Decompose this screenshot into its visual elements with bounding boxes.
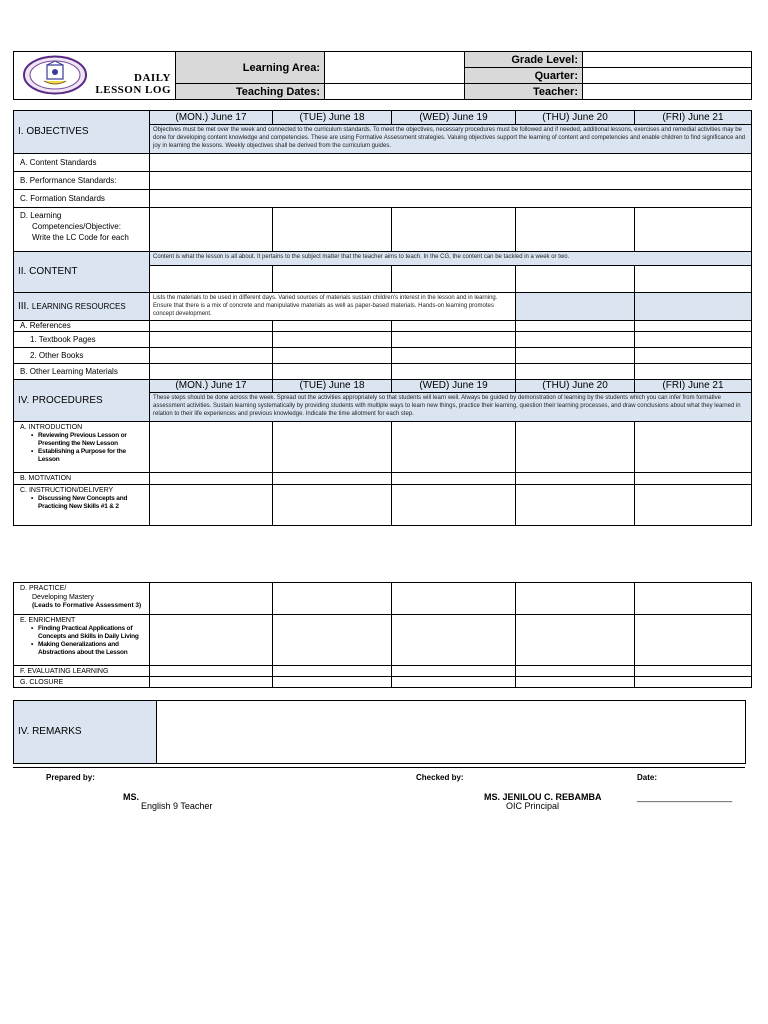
other-books-mon[interactable] (150, 348, 273, 364)
other-materials-mon[interactable] (150, 364, 273, 380)
teaching-dates-label: Teaching Dates: (176, 84, 325, 100)
closure-mon[interactable] (150, 677, 273, 688)
instruction-label: C. INSTRUCTION/DELIVERY (20, 487, 114, 494)
remarks-heading: IV. REMARKS (14, 701, 157, 764)
lesson-table-continued (13, 582, 752, 688)
motivation-thu[interactable] (516, 473, 635, 485)
learning-area-label: Learning Area: (176, 52, 325, 84)
header-logo-cell (14, 52, 176, 100)
practice-label-line1: D. PRACTICE/ (20, 585, 67, 592)
day-header-thu: (THU) June 20 (516, 111, 635, 125)
form-title-line1: DAILY (134, 72, 171, 84)
performance-standards-field[interactable] (150, 172, 752, 190)
day-header-fri-2: (FRI) June 21 (635, 380, 752, 393)
enrichment-fri[interactable] (635, 615, 752, 666)
introduction-tue[interactable] (273, 422, 392, 473)
references-fri[interactable] (635, 321, 752, 332)
other-materials-wed[interactable] (392, 364, 516, 380)
practice-wed[interactable] (392, 583, 516, 615)
other-books-label: 2. Other Books (14, 348, 150, 364)
textbook-fri[interactable] (635, 332, 752, 348)
references-tue[interactable] (273, 321, 392, 332)
introduction-thu[interactable] (516, 422, 635, 473)
enrichment-cell (14, 615, 150, 666)
learning-area-value[interactable] (325, 52, 465, 84)
evaluating-thu[interactable] (516, 666, 635, 677)
enrichment-bullet-2: • Making Generalizations and Abstractions about the Lesson (20, 641, 149, 657)
instruction-fri[interactable] (635, 485, 752, 526)
other-books-fri[interactable] (635, 348, 752, 364)
quarter-value[interactable] (583, 68, 752, 84)
day-header-tue: (TUE) June 18 (273, 111, 392, 125)
school-seal-icon (22, 55, 88, 95)
content-note: Content is what the lesson is all about. It pertains to the subject matter that the teacher aims to teach. In the CG, the content can be tackled in a week or two. (150, 252, 752, 266)
other-materials-label: B. Other Learning Materials (14, 364, 150, 380)
date-line[interactable]: ___________________ (637, 792, 733, 802)
competencies-wed[interactable] (392, 208, 516, 252)
motivation-label: B. MOTIVATION (14, 473, 150, 485)
lesson-table (13, 110, 752, 526)
day-header-wed-2: (WED) June 19 (392, 380, 516, 393)
closure-label: G. CLOSURE (14, 677, 150, 688)
learning-resources-num: III. (18, 300, 30, 312)
competencies-label-line3: Write the LC Code for each (32, 233, 129, 242)
instruction-mon[interactable] (150, 485, 273, 526)
other-books-thu[interactable] (516, 348, 635, 364)
competencies-mon[interactable] (150, 208, 273, 252)
closure-tue[interactable] (273, 677, 392, 688)
practice-cell (14, 583, 150, 615)
introduction-label: A. INTRODUCTION (20, 424, 83, 431)
introduction-cell (14, 422, 150, 473)
motivation-fri[interactable] (635, 473, 752, 485)
content-wed[interactable] (392, 266, 516, 293)
other-materials-fri[interactable] (635, 364, 752, 380)
grade-level-value[interactable] (583, 52, 752, 68)
procedures-heading: IV. PROCEDURES (14, 380, 150, 422)
objectives-heading: I. OBJECTIVES (14, 111, 150, 154)
introduction-fri[interactable] (635, 422, 752, 473)
performance-standards-label: B. Performance Standards: (14, 172, 150, 190)
evaluating-wed[interactable] (392, 666, 516, 677)
practice-label-line3: (Leads to Formative Assessment 3) (32, 602, 142, 609)
prepared-by-label: Prepared by: (46, 773, 95, 782)
day-header-wed: (WED) June 19 (392, 111, 516, 125)
practice-label-line2: Developing Mastery (32, 594, 94, 601)
grade-level-label: Grade Level: (465, 52, 583, 68)
teacher-value[interactable] (583, 84, 752, 100)
learning-resources-note: Lists the materials to be used in different days. Varied sources of materials sustain children's interest in the lesson and in learning. Ensure that there is a mix of concrete and manipulative materials as well as paper-based materials. Hands-on learning promotes concept development. (150, 293, 516, 321)
evaluating-label: F. EVALUATING LEARNING (14, 666, 150, 677)
other-materials-tue[interactable] (273, 364, 392, 380)
remarks-divider (13, 767, 745, 768)
references-mon[interactable] (150, 321, 273, 332)
competencies-fri[interactable] (635, 208, 752, 252)
textbook-wed[interactable] (392, 332, 516, 348)
form-title (95, 72, 171, 96)
motivation-wed[interactable] (392, 473, 516, 485)
other-materials-thu[interactable] (516, 364, 635, 380)
header-table (13, 51, 752, 100)
content-thu[interactable] (516, 266, 635, 293)
evaluating-mon[interactable] (150, 666, 273, 677)
teaching-dates-value[interactable] (325, 84, 465, 100)
date-label: Date: (637, 773, 658, 782)
competencies-label (14, 208, 150, 252)
references-thu[interactable] (516, 321, 635, 332)
closure-wed[interactable] (392, 677, 516, 688)
content-fri[interactable] (635, 266, 752, 293)
instruction-thu[interactable] (516, 485, 635, 526)
procedures-note: These steps should be done across the week. Spread out the activities appropriately so that students will learn well. Always be guided by demonstration of learning by the students which you can infer from formative assessment activities. Sustain learning systematically by providing students with multiple ways to learn new things, practice their learning, question their learning processes, and draw conclusions about what they learned in relation to their life experiences and previous knowledge. Indicate the time allotment for each step. (150, 393, 752, 422)
instruction-bullet-1: • Discussing New Concepts and Practicing New Skills #1 & 2 (20, 495, 149, 511)
textbook-mon[interactable] (150, 332, 273, 348)
motivation-mon[interactable] (150, 473, 273, 485)
enrichment-tue[interactable] (273, 615, 392, 666)
learning-resources-thu[interactable] (516, 293, 635, 321)
other-books-tue[interactable] (273, 348, 392, 364)
content-standards-label: A. Content Standards (14, 154, 150, 172)
remarks-table (13, 700, 746, 764)
instruction-tue[interactable] (273, 485, 392, 526)
day-header-thu-2: (THU) June 20 (516, 380, 635, 393)
day-header-tue-2: (TUE) June 18 (273, 380, 392, 393)
enrichment-label: E. ENRICHMENT (20, 617, 76, 624)
checked-by-label: Checked by: (416, 773, 464, 782)
teacher-name: MS. (123, 792, 140, 802)
competencies-label-line1: D. Learning (20, 211, 62, 220)
textbook-tue[interactable] (273, 332, 392, 348)
teacher-role: English 9 Teacher (141, 801, 213, 811)
textbook-thu[interactable] (516, 332, 635, 348)
teacher-label: Teacher: (465, 84, 583, 100)
instruction-wed[interactable] (392, 485, 516, 526)
remarks-field[interactable] (157, 701, 746, 764)
intro-bullet-2: • Establishing a Purpose for the Lesson (20, 448, 149, 464)
day-header-mon: (MON.) June 17 (150, 111, 273, 125)
competencies-tue[interactable] (273, 208, 392, 252)
content-mon[interactable] (150, 266, 273, 293)
intro-bullet-1: • Reviewing Previous Lesson or Presenting the New Lesson (20, 432, 149, 448)
evaluating-fri[interactable] (635, 666, 752, 677)
learning-resources-title: LEARNING RESOURCES (31, 301, 126, 311)
objectives-note: Objectives must be met over the week and connected to the curriculum standards. To meet the objectives, necessary procedures must be followed and if needed, additional lessons, exercises and remedial activities may be done for developing content knowledge and competencies. These are using Formative Assessment strategies. Valuing objectives support the learning of content and competencies and enable children to find significance and joy in learning the lessons. Weekly objectives shall be derived from the curriculum guides. (150, 125, 752, 154)
competencies-thu[interactable] (516, 208, 635, 252)
competencies-label-line2: Competencies/Objective: (32, 222, 121, 231)
closure-thu[interactable] (516, 677, 635, 688)
content-tue[interactable] (273, 266, 392, 293)
introduction-mon[interactable] (150, 422, 273, 473)
enrichment-thu[interactable] (516, 615, 635, 666)
practice-thu[interactable] (516, 583, 635, 615)
instruction-cell (14, 485, 150, 526)
introduction-wed[interactable] (392, 422, 516, 473)
form-title-line2: LESSON LOG (95, 84, 171, 96)
closure-fri[interactable] (635, 677, 752, 688)
practice-fri[interactable] (635, 583, 752, 615)
formation-standards-label: C. Formation Standards (14, 190, 150, 208)
principal-role: OIC Principal (506, 801, 560, 811)
enrichment-wed[interactable] (392, 615, 516, 666)
content-heading: II. CONTENT (14, 252, 150, 293)
evaluating-tue[interactable] (273, 666, 392, 677)
enrichment-mon[interactable] (150, 615, 273, 666)
enrichment-bullet-1: • Finding Practical Applications of Concepts and Skills in Daily Living (20, 625, 149, 641)
references-label: A. References (14, 321, 150, 332)
day-header-fri: (FRI) June 21 (635, 111, 752, 125)
motivation-tue[interactable] (273, 473, 392, 485)
formation-standards-field[interactable] (150, 190, 752, 208)
day-header-mon-2: (MON.) June 17 (150, 380, 273, 393)
practice-tue[interactable] (273, 583, 392, 615)
learning-resources-heading (14, 293, 150, 321)
learning-resources-fri[interactable] (635, 293, 752, 321)
other-books-wed[interactable] (392, 348, 516, 364)
practice-mon[interactable] (150, 583, 273, 615)
textbook-pages-label: 1. Textbook Pages (14, 332, 150, 348)
references-wed[interactable] (392, 321, 516, 332)
principal-name: MS. JENILOU C. REBAMBA (484, 792, 602, 802)
quarter-label: Quarter: (465, 68, 583, 84)
content-standards-field[interactable] (150, 154, 752, 172)
